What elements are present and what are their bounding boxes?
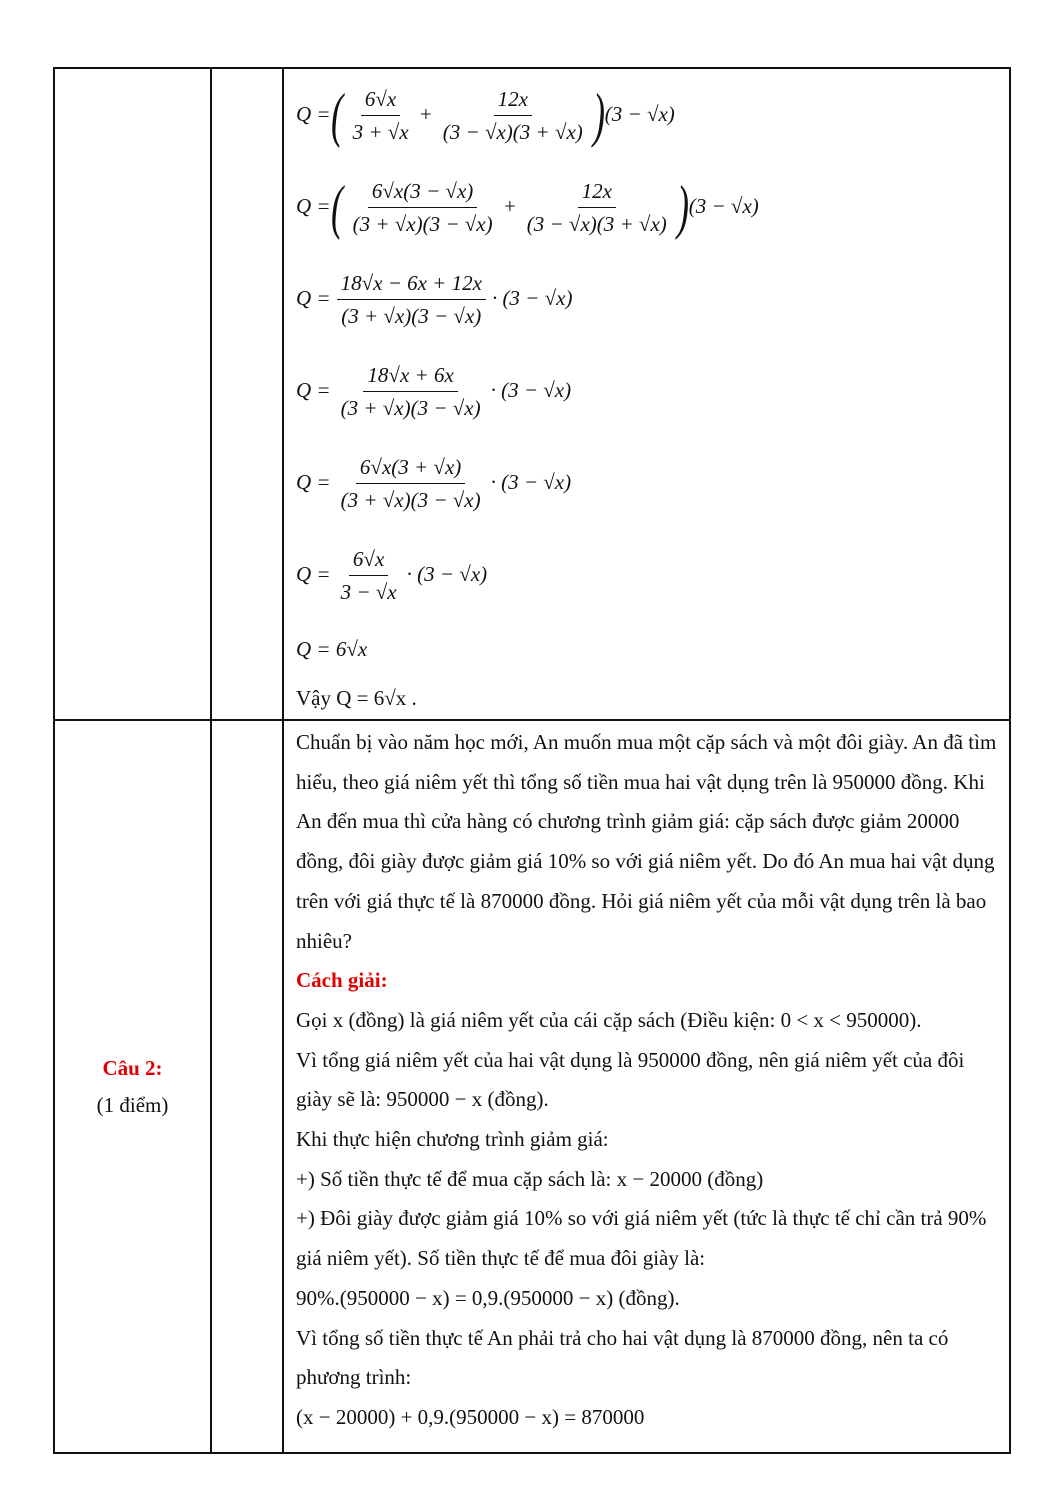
fraction bbox=[349, 177, 497, 238]
open-paren: ( bbox=[330, 174, 343, 240]
fraction bbox=[349, 85, 413, 146]
operator: + bbox=[502, 194, 517, 219]
solution-line: Vì tổng số tiền thực tế An phải trả cho hai vật dụng là 870000 đồng, nên ta có phương trình: bbox=[296, 1325, 949, 1390]
fraction bbox=[337, 453, 485, 514]
label-cell-empty bbox=[54, 68, 211, 720]
solution-line: Vì tổng giá niêm yết của hai vật dụng là 950000 đồng, nên giá niêm yết của đôi giày sẽ là: 950000 − x (đồng). bbox=[296, 1047, 965, 1112]
math-lhs: Q = bbox=[296, 470, 331, 495]
math-step bbox=[296, 253, 1005, 345]
math-tail: (3 − √x) bbox=[604, 102, 675, 127]
math-lhs: Q = bbox=[296, 378, 331, 403]
math-step bbox=[296, 529, 1005, 621]
question-points: (1 điểm) bbox=[96, 1092, 169, 1117]
close-paren: ) bbox=[676, 174, 689, 240]
math-tail: (3 − √x) bbox=[688, 194, 759, 219]
math-tail: · (3 − √x) bbox=[491, 286, 573, 311]
fraction bbox=[337, 269, 486, 330]
operator: + bbox=[418, 102, 433, 127]
question-label-cell bbox=[54, 720, 211, 1453]
problem-statement: Chuẩn bị vào năm học mới, An muốn mua một cặp sách và một đôi giày. An đã tìm hiểu, theo giá niêm yết thì tổng số tiền mua hai vật dụng trên là 950000 đồng. Khi An đến mua thì cửa hàng có chương trình giảm giá: cặp sách được giảm 20000 đồng, đôi giày được giảm giá 10% so với giá niêm yết. Do đó An mua hai vật dụng trên với giá thực tế là 870000 đồng. Hỏi giá niêm yết của mỗi vật dụng trên là bao nhiêu? bbox=[296, 730, 997, 953]
math-tail: · (3 − √x) bbox=[490, 378, 572, 403]
question-title: Câu 2: bbox=[102, 1055, 163, 1080]
denominator: (3 − √x)(3 + √x) bbox=[526, 211, 667, 236]
numerator: 12x bbox=[494, 85, 532, 116]
open-paren: ( bbox=[330, 82, 343, 148]
numerator: 12x bbox=[578, 177, 616, 208]
math-lhs: Q = bbox=[296, 102, 331, 127]
math-tail: · (3 − √x) bbox=[490, 470, 572, 495]
conclusion-line bbox=[296, 679, 1005, 719]
math-lhs: Q = bbox=[296, 194, 331, 219]
solution-line: Khi thực hiện chương trình giảm giá: bbox=[296, 1127, 609, 1152]
denominator: (3 + √x)(3 − √x) bbox=[340, 395, 481, 420]
solution-line: +) Số tiền thực tế để mua cặp sách là: x − 20000 (đồng) bbox=[296, 1166, 764, 1191]
denominator: (3 + √x)(3 − √x) bbox=[341, 303, 482, 328]
denominator: (3 + √x)(3 − √x) bbox=[352, 211, 493, 236]
denominator: (3 − √x)(3 + √x) bbox=[442, 119, 583, 144]
math-tail: · (3 − √x) bbox=[406, 562, 488, 587]
math-lhs: Q = bbox=[296, 286, 331, 311]
solution-line: (x − 20000) + 0,9.(950000 − x) = 870000 bbox=[296, 1404, 645, 1429]
solution-table bbox=[53, 67, 1011, 1454]
points-cell-empty bbox=[211, 68, 283, 720]
math-result: Q = 6√x bbox=[296, 637, 368, 662]
content-cell bbox=[283, 720, 1010, 1453]
solution-line: Gọi x (đồng) là giá niêm yết của cái cặp sách (Điều kiện: 0 < x < 950000). bbox=[296, 1007, 922, 1032]
fraction bbox=[439, 85, 587, 146]
numerator: 18√x + 6x bbox=[363, 361, 457, 392]
denominator: 3 + √x bbox=[352, 119, 409, 144]
fraction bbox=[337, 361, 485, 422]
math-step bbox=[296, 437, 1005, 529]
close-paren: ) bbox=[592, 82, 605, 148]
math-lhs: Q = bbox=[296, 562, 331, 587]
numerator: 6√x bbox=[361, 85, 400, 116]
table-row bbox=[54, 720, 1010, 1453]
table-row bbox=[54, 68, 1010, 720]
math-step bbox=[296, 161, 1005, 253]
numerator: 6√x(3 − √x) bbox=[368, 177, 477, 208]
denominator: (3 + √x)(3 − √x) bbox=[340, 487, 481, 512]
solution-heading: Cách giải: bbox=[296, 968, 388, 993]
numerator: 6√x(3 + √x) bbox=[356, 453, 465, 484]
content-cell bbox=[283, 68, 1010, 720]
fraction bbox=[523, 177, 671, 238]
denominator: 3 − √x bbox=[340, 579, 397, 604]
points-cell-empty bbox=[211, 720, 283, 1453]
numerator: 6√x bbox=[349, 545, 388, 576]
conclusion-text: Vậy Q = 6√x . bbox=[296, 686, 417, 711]
math-step bbox=[296, 345, 1005, 437]
solution-line: +) Đôi giày được giảm giá 10% so với giá niêm yết (tức là thực tế chỉ cần trả 90% giá niêm yết). Số tiền thực tế để mua đôi giày là: bbox=[296, 1206, 987, 1271]
fraction bbox=[337, 545, 401, 606]
numerator: 18√x − 6x + 12x bbox=[337, 269, 486, 300]
math-step bbox=[296, 621, 1005, 679]
math-step bbox=[296, 69, 1005, 161]
solution-line: 90%.(950000 − x) = 0,9.(950000 − x) (đồng). bbox=[296, 1285, 680, 1310]
